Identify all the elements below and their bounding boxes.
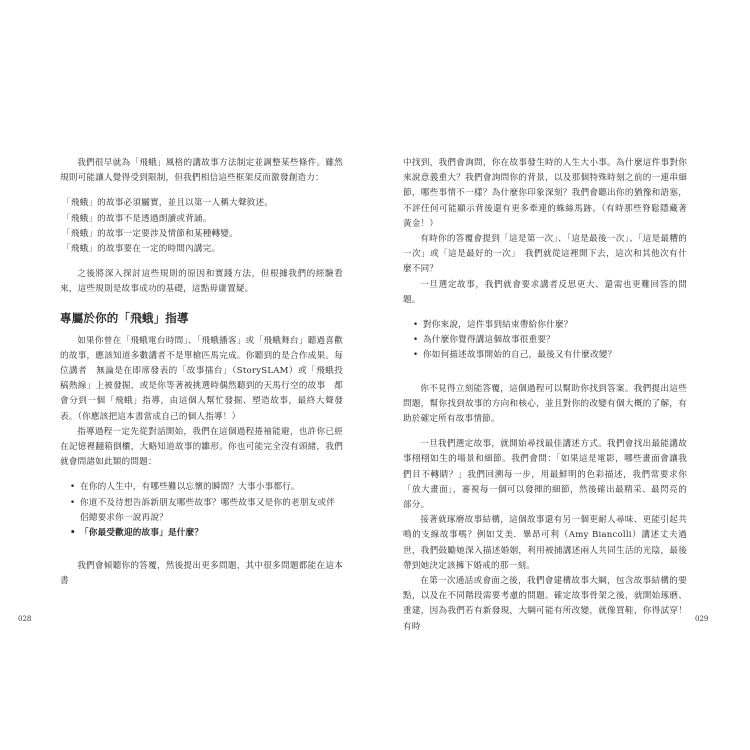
question-item: • 對你來說，這件事到結束帶給你什麼？ (411, 318, 687, 333)
right-page (375, 0, 750, 750)
paragraph: 一旦我們選定故事，就開始尋找最佳講述方式。我們會找出最能講故事栩栩如生的場景和細節。我們會問：「如果這是電影，哪些畫面會讓我們目不轉睛？」我們回溯每一步，用最鮮明的色彩描述，我們常要求你「放大畫面」，審視每一個可以發揮的細節，然後確出最精采、最閃亮的部分。 (403, 439, 687, 511)
page-number: 028 (18, 615, 32, 623)
paragraph: 在第一次通話或會面之後，我們會建構故事大綱，包含故事結構的要點，以及在不同階段需要考慮的問題。確定故事骨架之後，就開始琢磨、重建，因為我們若有新發現，大綱可能有所改變，就像買鞋，你得試穿！有時 (403, 576, 687, 632)
paragraph: 如果你曾在「飛蛾電台時間」、「飛蛾播客」或「飛蛾舞台」聽過喜歡的故事，應該知道多數講者不是單槍匹馬完成。你聽到的是合作成果。每位講者 無論是在即席發表的「故事擂台」（StorySLAM）或「飛蛾投稿熱線」上被發掘，或是你等著被挑選時偶然聽到的天馬行空的故事 都會分到一個「飛蛾」指導，由這個人幫忙發掘、塑造故事，最終大聲發表。（你應該把這本書當成自己的個人指導！） (60, 335, 343, 422)
paragraph: 接著就琢磨故事結構，這個故事還有另一個更耐人尋味、更能引起共鳴的支線故事嗎？例如艾美．畢昂可利（Amy Biancolli）講述丈夫過世，我們鼓勵她深入描述婚姻，利用被捕講述兩人共同生活的光陰，最後帶到她決定該擁下婚戒的那一刻。 (403, 515, 687, 571)
right-text-column (403, 156, 687, 635)
rule-line: 「飛蛾」的故事必須屬實，並且以第一人稱大聲敘述。 (62, 198, 274, 209)
paragraph: 我們很早就為「飛蛾」風格的講故事方法制定並調整某些條件。雖然規則可能讓人覺得受到限制，但我們相信這些框架反而激發創造力： (60, 158, 343, 184)
question-item: • 在你的人生中，有哪些難以忘懷的瞬間？大事小事都行。 (68, 480, 343, 495)
page-number: 029 (695, 615, 709, 623)
question-item: • 為什麼你覺得講這個故事很重要？ (411, 333, 687, 348)
paragraph: 之後將深入探討這些規則的原因和實踐方法，但根據我們的經驗看來，這些規則是故事成功的基礎，這點毋庸置疑。 (60, 269, 343, 295)
question-list (411, 318, 687, 364)
rules-list (60, 196, 343, 257)
rule-line: 「飛蛾」的故事一定要涉及情節和某種轉變。 (62, 228, 238, 239)
paragraph: 你不見得立刻能答覆，這個過程可以幫助你找到答案。我們提出這些問題，幫你找到故事的方向和核心，並且對你的改變有個大概的了解，有助於確定所有故事情節。 (403, 383, 687, 425)
question-item: • 你如何描述故事開始的自己，最後又有什麼改變？ (411, 348, 687, 363)
rule-line: 「飛蛾」的故事不是透過朗讀或背誦。 (62, 213, 212, 224)
paragraph: 中找到，我們會詢問，你在故事發生時的人生大小事。為什麼這件事對你來說意義重大？我們會詢問你的背景，以及那個特殊時刻之前的一連串細節，哪些事情不一樣？為什麼你印象深刻？我們會聽出你的猶豫和語塞，不評任何可能顯示背後還有更多牽連的蛛絲馬跡。（有時那些脊鬆隱藏著黃金！） (403, 158, 687, 229)
section-heading: 專屬於你的「飛蛾」指導 (60, 310, 189, 325)
left-text-column (60, 156, 343, 590)
rule-line: 「飛蛾」的故事要在一定的時間內講完。 (62, 244, 221, 255)
question-list (68, 480, 343, 541)
question-item: • 你道不及待想告訴新朋友哪些故事？哪些故事又是你的老朋友或伴侶總要求你一說再說？ (68, 496, 343, 526)
paragraph: 有時你的答覆會提到「這是第一次」、「這是最後一次」、「這是最糟的一次」或「這是最好的一次」 我們就從這裡開下去，這次和其他次有什麼不同？ (403, 234, 687, 275)
paragraph: 我們會傾聽你的答覆，然後提出更多問題，其中很多問題都能在這本書 (60, 561, 343, 587)
paragraph: 一旦選定故事，我們就會要求講者反思更大、還需也更難回答的問題。 (403, 279, 687, 305)
question-item: • 「你最受歡迎的故事」是什麼？ (68, 526, 343, 541)
paragraph: 指導過程一定先從對話開始，我們在這個過程捲袖能避，也許你已經在記憶裡翻箱倒櫃，大略知道故事的雛形。你也可能完全沒有頭緒，我們就會問諸如此類的問題： (60, 426, 343, 468)
